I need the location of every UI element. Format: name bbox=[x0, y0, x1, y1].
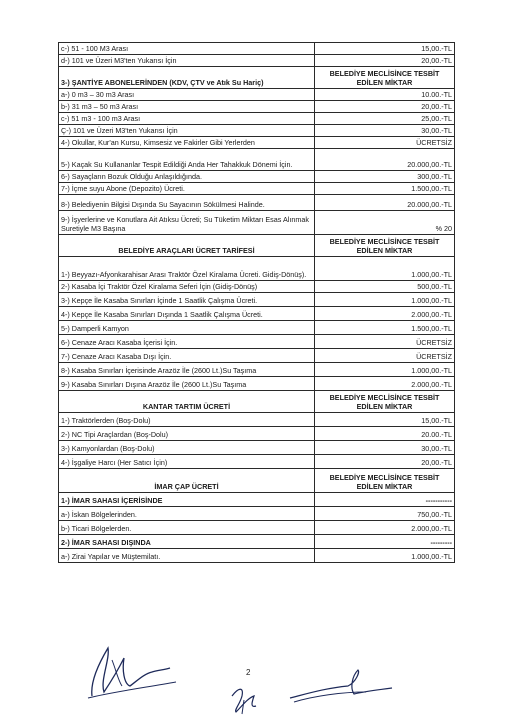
fee-item-label: 4-) İşgaliye Harcı (Her Satıcı İçin) bbox=[59, 455, 315, 469]
fee-amount: 20.000,00.-TL bbox=[315, 149, 455, 171]
table-row bbox=[59, 137, 455, 149]
fee-item-label: 3-) Kamyonlardan (Boş-Dolu) bbox=[59, 441, 315, 455]
fee-amount: 20,00.-TL bbox=[315, 55, 455, 67]
fee-table bbox=[58, 42, 455, 563]
fee-amount: 15,00.-TL bbox=[315, 43, 455, 55]
fee-amount: 20.000,00.-TL bbox=[315, 195, 455, 211]
table-row bbox=[59, 195, 455, 211]
fee-item-label: 2-) NC Tipi Araçlardan (Boş-Dolu) bbox=[59, 427, 315, 441]
fee-item-label: 2-) Kasaba İçi Traktör Özel Kiralama Seferi İçin (Gidiş-Dönüş) bbox=[59, 281, 315, 293]
fee-item-label: b-) Ticari Bölgelerden. bbox=[59, 521, 315, 535]
fee-item-label: c-) 51 - 100 M3 Arası bbox=[59, 43, 315, 55]
fee-item-label: 5-) Kaçak Su Kullananlar Tespit Edildiği Anda Her Tahakkuk Dönemi İçin. bbox=[59, 149, 315, 171]
table-row bbox=[59, 113, 455, 125]
table-row bbox=[59, 281, 455, 293]
table-row bbox=[59, 535, 455, 549]
page-number: 2 bbox=[246, 668, 251, 677]
fee-amount: 1.000,00.-TL bbox=[315, 257, 455, 281]
fee-item-label: İMAR ÇAP ÜCRETİ bbox=[59, 469, 315, 493]
table-row bbox=[59, 427, 455, 441]
fee-amount: 20,00.-TL bbox=[315, 455, 455, 469]
table-row bbox=[59, 43, 455, 55]
fee-item-label: 7-) Cenaze Aracı Kasaba Dışı İçin. bbox=[59, 349, 315, 363]
table-row bbox=[59, 67, 455, 89]
fee-amount: 2.000,00.-TL bbox=[315, 377, 455, 391]
table-row bbox=[59, 521, 455, 535]
table-row bbox=[59, 441, 455, 455]
table-row bbox=[59, 211, 455, 235]
table-row bbox=[59, 307, 455, 321]
fee-amount: ----------- bbox=[315, 493, 455, 507]
table-row bbox=[59, 413, 455, 427]
fee-item-label: 8-) Belediyenin Bilgisi Dışında Su Sayacının Sökülmesi Halinde. bbox=[59, 195, 315, 211]
fee-item-label: 4-) Kepçe İle Kasaba Sınırları Dışında 1 Saatlik Çalışma Ücreti. bbox=[59, 307, 315, 321]
fee-amount: 1.500,00.-TL bbox=[315, 183, 455, 195]
fee-amount: 500,00.-TL bbox=[315, 281, 455, 293]
fee-item-label: 2-) İMAR SAHASI DIŞINDA bbox=[59, 535, 315, 549]
table-row bbox=[59, 507, 455, 521]
table-row bbox=[59, 335, 455, 349]
table-row bbox=[59, 149, 455, 171]
table-row bbox=[59, 293, 455, 307]
fee-item-label: 1-) Traktörlerden (Boş-Dolu) bbox=[59, 413, 315, 427]
fee-amount: 20,00.-TL bbox=[315, 101, 455, 113]
fee-amount: ÜCRETSİZ bbox=[315, 137, 455, 149]
table-row bbox=[59, 321, 455, 335]
fee-amount: 750,00.-TL bbox=[315, 507, 455, 521]
fee-amount: 30,00.-TL bbox=[315, 441, 455, 455]
fee-amount: BELEDİYE MECLİSİNCE TESBİT EDİLEN MİKTAR bbox=[315, 67, 455, 89]
fee-item-label: 9-) İşyerlerine ve Konutlara Ait Atıksu Ücreti; Su Tüketim Miktarı Esas Alınmak Suretiyle M3 Başına bbox=[59, 211, 315, 235]
fee-item-label: 1-) Beyyazı-Afyonkarahisar Arası Traktör Özel Kiralama Ücreti. Gidiş-Dönüş). bbox=[59, 257, 315, 281]
fee-amount: BELEDİYE MECLİSİNCE TESBİT EDİLEN MİKTAR bbox=[315, 235, 455, 257]
fee-item-label: d-) 101 ve Üzeri M3'ten Yukarısı İçin bbox=[59, 55, 315, 67]
fee-item-label: 3-) ŞANTİYE ABONELERİNDEN (KDV, ÇTV ve Atık Su Hariç) bbox=[59, 67, 315, 89]
table-row bbox=[59, 455, 455, 469]
table-row bbox=[59, 89, 455, 101]
table-row bbox=[59, 171, 455, 183]
fee-item-label: 5-) Damperli Kamyon bbox=[59, 321, 315, 335]
fee-item-label: 7-) İçme suyu Abone (Depozito) Ücreti. bbox=[59, 183, 315, 195]
fee-amount: % 20 bbox=[315, 211, 455, 235]
fee-item-label: KANTAR TARTIM ÜCRETİ bbox=[59, 391, 315, 413]
fee-amount: 300,00.-TL bbox=[315, 171, 455, 183]
table-row bbox=[59, 101, 455, 113]
fee-item-label: 9-) Kasaba Sınırları Dışına Arazöz İle (2600 Lt.)Su Taşıma bbox=[59, 377, 315, 391]
fee-amount: 1.000,00.-TL bbox=[315, 363, 455, 377]
fee-table-body bbox=[59, 43, 455, 563]
fee-amount: --------- bbox=[315, 535, 455, 549]
fee-amount: 2.000,00.-TL bbox=[315, 307, 455, 321]
fee-item-label: 8-) Kasaba Sınırları İçerisinde Arazöz İle (2600 Lt.)Su Taşıma bbox=[59, 363, 315, 377]
fee-item-label: 4-) Okullar, Kur'an Kursu, Kimsesiz ve Fakirler Gibi Yerlerden bbox=[59, 137, 315, 149]
fee-item-label: BELEDİYE ARAÇLARI ÜCRET TARİFESİ bbox=[59, 235, 315, 257]
fee-amount: 1.000,00.-TL bbox=[315, 293, 455, 307]
table-row bbox=[59, 363, 455, 377]
table-row bbox=[59, 391, 455, 413]
fee-amount: 25,00.-TL bbox=[315, 113, 455, 125]
fee-item-label: 1-) İMAR SAHASI İÇERİSİNDE bbox=[59, 493, 315, 507]
signature-middle bbox=[226, 682, 266, 716]
fee-amount: 10.00.-TL bbox=[315, 89, 455, 101]
fee-amount: 20.00.-TL bbox=[315, 427, 455, 441]
table-row bbox=[59, 549, 455, 563]
table-row bbox=[59, 235, 455, 257]
fee-amount: ÜCRETSİZ bbox=[315, 349, 455, 363]
fee-item-label: a-) 0 m3 – 30 m3 Arası bbox=[59, 89, 315, 101]
fee-item-label: b-) 31 m3 – 50 m3 Arası bbox=[59, 101, 315, 113]
fee-amount: BELEDİYE MECLİSİNCE TESBİT EDİLEN MİKTAR bbox=[315, 391, 455, 413]
signature-right bbox=[286, 666, 396, 706]
fee-amount: BELEDİYE MECLİSİNCE TESBİT EDİLEN MİKTAR bbox=[315, 469, 455, 493]
table-row bbox=[59, 469, 455, 493]
table-row bbox=[59, 493, 455, 507]
table-row bbox=[59, 55, 455, 67]
fee-item-label: c-) 51 m3 - 100 m3 Arası bbox=[59, 113, 315, 125]
fee-item-label: 6-) Sayaçların Bozuk Olduğu Anlaşıldığında. bbox=[59, 171, 315, 183]
table-row bbox=[59, 377, 455, 391]
signature-left bbox=[82, 640, 182, 702]
fee-amount: 2.000,00.-TL bbox=[315, 521, 455, 535]
fee-item-label: 3-) Kepçe İle Kasaba Sınırları İçinde 1 Saatlik Çalışma Ücreti. bbox=[59, 293, 315, 307]
table-row bbox=[59, 349, 455, 363]
fee-item-label: a-) Zirai Yapılar ve Müştemilatı. bbox=[59, 549, 315, 563]
fee-item-label: 6-) Cenaze Aracı Kasaba İçerisi İçin. bbox=[59, 335, 315, 349]
fee-amount: 30,00.-TL bbox=[315, 125, 455, 137]
fee-amount: 1.500,00.-TL bbox=[315, 321, 455, 335]
fee-item-label: Ç-) 101 ve Üzeri M3'ten Yukarısı İçin bbox=[59, 125, 315, 137]
table-row bbox=[59, 125, 455, 137]
fee-amount: 15,00.-TL bbox=[315, 413, 455, 427]
fee-amount: ÜCRETSİZ bbox=[315, 335, 455, 349]
fee-amount: 1.000,00.-TL bbox=[315, 549, 455, 563]
table-row bbox=[59, 183, 455, 195]
table-row bbox=[59, 257, 455, 281]
fee-item-label: a-) İskan Bölgelerinden. bbox=[59, 507, 315, 521]
